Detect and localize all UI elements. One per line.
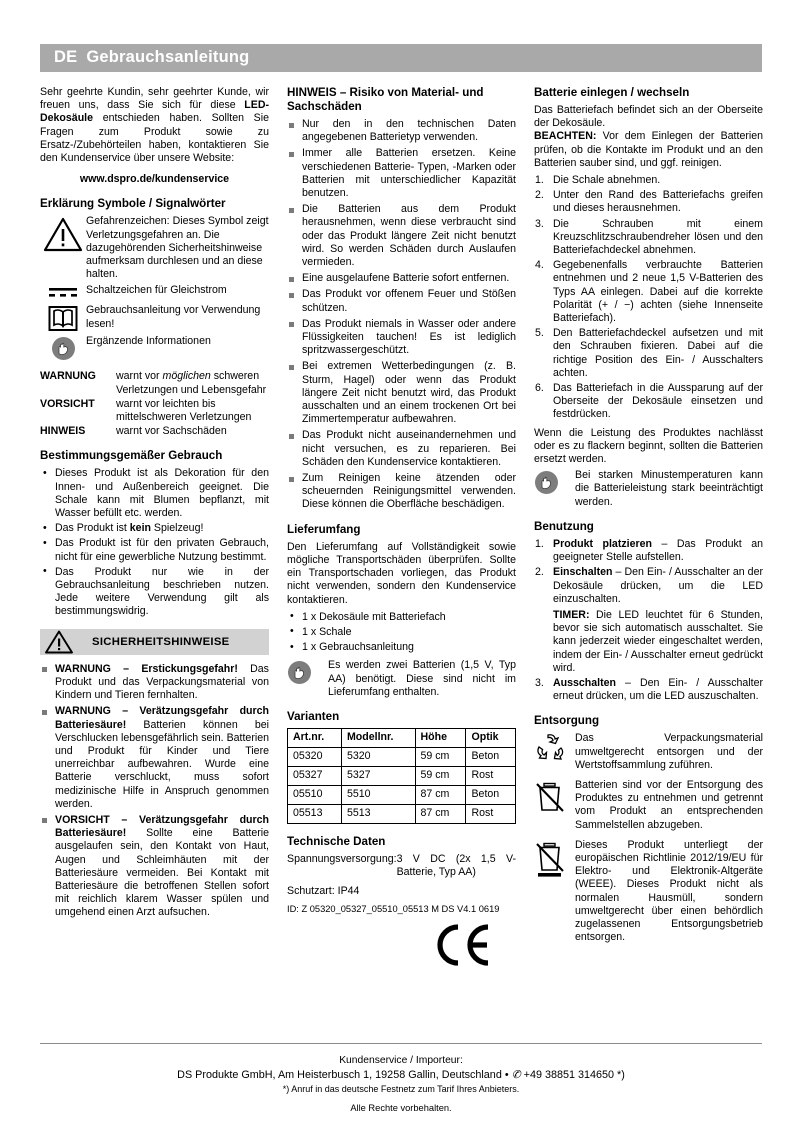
cell-modellnr: 5510 — [341, 785, 415, 804]
battery-intro: Das Batteriefach befindet sich an der Oberseite der Dekosäule. — [534, 104, 763, 130]
page-footer — [40, 1043, 762, 1116]
table-row — [288, 747, 516, 766]
battery-required-note-text: Es werden zwei Batterien (1,5 V, Typ AA) benötigt. Diese sind nicht im Lieferumfang enthalten. — [328, 659, 516, 698]
page-header-bar — [40, 44, 762, 72]
info-hand-icon — [287, 659, 328, 688]
signal-word-hinweis-desc: warnt vor Sachschäden — [116, 425, 227, 438]
signal-word-warnung-desc: warnt vor möglichen schweren Verletzungen und Lebensgefahr — [116, 370, 267, 396]
battery-steps-list — [534, 174, 763, 422]
list-item: Produkt platzieren – Das Produkt an geeigneter Stelle aufstellen. — [553, 537, 764, 564]
list-item: • Das Produkt ist kein Spielzeug! — [40, 522, 269, 535]
cell-artnr: 05320 — [288, 747, 342, 766]
list-item: Das Produkt vor offenem Feuer und Stößen schützen. — [287, 288, 516, 314]
signal-word-row — [40, 425, 269, 438]
symbol-row-info — [40, 335, 269, 361]
intro-text-2: entschieden haben. Sollten Sie Fragen zum Produkt sowie zu Ersatz-/Zubehörteilen haben, kontaktieren Sie den Kundenservice über unsere Website: — [40, 112, 269, 165]
list-item: • 1 x Schale — [287, 626, 516, 639]
list-item: WARNUNG – Erstickungsgefahr! Das Produkt und das Verpackungsmaterial von Kindern und Tieren fernhalten. — [40, 663, 269, 703]
disposal-row-weee — [534, 839, 763, 945]
usage-steps-list — [534, 538, 763, 703]
list-item: Immer alle Batterien ersetzen. Keine verschiedenen Batterie- Typen, -Marken oder Batterien mit unterschiedlicher Kapazität benutzen. — [287, 147, 516, 200]
table-header-row — [288, 728, 516, 747]
signal-word-hinweis: HINWEIS — [40, 425, 86, 438]
cell-hoehe: 59 cm — [415, 766, 466, 785]
intended-use-list — [40, 467, 269, 618]
battery-attention: BEACHTEN: Vor dem Einlegen der Batterien prüfen, ob die Kontakte im Produkt und an den Batterien sauber sind, und ggf. reinigen. — [534, 130, 763, 169]
list-item: Die Schrauben mit einem Kreuzschlitzschraubendreher lösen und den Batteriefachdeckel abnehmen. — [553, 217, 763, 257]
safety-banner — [40, 629, 269, 655]
signal-word-row — [40, 398, 269, 424]
cell-hoehe: 59 cm — [415, 747, 466, 766]
disposal-text-weee: Dieses Produkt unterliegt der europäischen Richtlinie 2012/19/EU für Elektro- und Elektronik-Altgeräte (WEEE). Dieses Produkt nicht als normalen Hausmüll, sondern umweltgerecht über einen behördlich zugelassenen Entsorgungsbetrieb entsorgen. — [575, 838, 763, 944]
cell-hoehe: 87 cm — [415, 804, 466, 823]
left-column — [40, 86, 269, 928]
list-item: Ausschalten – Den Ein- / Ausschalter erneut drücken, um die LED auszuschalten. — [553, 676, 763, 703]
variants-table — [287, 728, 516, 824]
battery-required-note — [287, 659, 516, 699]
usage-timer-note: TIMER: Die LED leuchtet für 6 Stunden, bevor sie sich automatisch ausschaltet. Sie kann jederzeit wieder eingeschaltet werden, indem der Ein- / Ausschalter erneut gedrückt wird. — [553, 608, 763, 674]
signal-word-vorsicht-desc: warnt vor leichten bis mittelschweren Verletzungen — [116, 397, 252, 424]
usage-heading: Benutzung — [534, 519, 594, 533]
battery-cold-note — [534, 469, 763, 509]
footer-service-label: Kundenservice / Importeur: — [339, 1055, 463, 1066]
list-item: • Dieses Produkt ist als Dekoration für den Innen- und Außenbereich geeignet. Die Schale kann mit Blumen bepflanzt, mit Wasser befüllt etc. werden. — [40, 467, 269, 520]
disposal-heading: Entsorgung — [534, 714, 600, 728]
website-link[interactable]: www.dspro.de/kundenservice — [79, 173, 230, 186]
list-item: Eine ausgelaufene Batterie sofort entfernen. — [287, 272, 516, 285]
table-row — [288, 766, 516, 785]
cell-modellnr: 5513 — [341, 804, 415, 823]
list-item: Unter den Rand des Batteriefachs greifen und dieses herausnehmen. — [553, 189, 763, 215]
weee-bin-icon — [534, 839, 575, 883]
symbol-row-danger — [40, 215, 269, 281]
disposal-text-batteries: Batterien sind vor der Entsorgung des Produktes zu entnehmen und getrennt vom Produkt an entsprechenden Sammelstellen abzugeben. — [575, 778, 763, 831]
safety-banner-label: SICHERHEITSHINWEISE — [92, 635, 230, 648]
list-item: Gegebenenfalls verbrauchte Batterien entnehmen und 2 neue 1,5 V-Batterien des Typs AA einlegen. Dabei auf die korrekte Polarität (+ / −) achten (siehe Innenseite Batteriefach). — [553, 259, 763, 325]
variants-heading: Varianten — [287, 709, 340, 723]
table-row — [288, 785, 516, 804]
disposal-text-packaging: Das Verpackungsmaterial umweltgerecht entsorgen und der Wertstoffsammlung zuführen. — [575, 732, 763, 771]
battery-heading: Batterie einlegen / wechseln — [534, 86, 690, 99]
tech-voltage-row — [287, 853, 516, 880]
cell-optik: Beton — [466, 785, 516, 804]
symbol-text-danger: Gefahrenzeichen: Dieses Symbol zeigt Verletzungsgefahren an. Die dazugehörenden Sicherheitshinweise aufmerksam durchlesen und an diese halten. — [86, 215, 269, 281]
cell-optik: Beton — [466, 747, 516, 766]
tech-protection: Schutzart: IP44 — [287, 884, 360, 897]
symbol-text-info: Ergänzende Informationen — [86, 335, 211, 348]
list-item: Die Batterien aus dem Produkt herausnehmen, wenn diese verbraucht sind oder das Produkt längere Zeit nicht benutzt wird. So werden Schäden durch Auslaufen vermieden. — [287, 203, 516, 269]
read-manual-icon — [40, 304, 86, 332]
list-item: VORSICHT – Verätzungsgefahr durch Batteriesäure! Sollte eine Batterie ausgelaufen sein, den Kontakt von Haut, Augen und Schleimhäuten mit der Batteriesäure vermeiden. Bei Kontakt mit Batteriesäure die betroffenen Stellen sofort mit reichlich klarem Wasser spülen und umgehend einen Arzt aufsuchen. — [40, 814, 269, 920]
list-item: Den Batteriefachdeckel aufsetzen und mit den Schrauben fixieren. Dabei auf die richtige Position des Ein- / Ausschalters achten. — [553, 327, 763, 379]
cell-artnr: 05510 — [288, 785, 342, 804]
battery-cold-note-text: Bei starken Minustemperaturen kann die Batterieleistung stark beeinträchtigt werden. — [575, 469, 763, 508]
col-header-modellnr: Modellnr. — [341, 728, 415, 747]
list-item: Bei extremen Wetterbedingungen (z. B. Sturm, Hagel) oder wenn das Produkt längere Zeit nicht benutzt wird, das Produkt ausschalten und an einem trockenen Ort bei Zimmertemperatur aufbewahren. — [287, 360, 516, 426]
signal-word-warnung: WARNUNG — [40, 370, 96, 383]
footer-divider — [40, 1043, 762, 1044]
recycling-packaging-icon — [534, 732, 575, 766]
list-item: WARNUNG – Verätzungsgefahr durch Batteriesäure! Batterien können bei Verschlucken lebensgefährlich sein. Batterien und Produkt für Kinder und Tiere unerreichbar aufbewahren. Wurde eine Batterie verschluckt, muss sofort medizinische Hilfe in Anspruch genommen werden. — [40, 705, 269, 811]
safety-items-list — [40, 663, 269, 920]
three-column-body — [40, 86, 762, 970]
symbol-row-read-manual — [40, 304, 269, 332]
list-item: Zum Reinigen keine ätzenden oder scheuernden Reinigungsmittel verwenden. Diese können die Oberfläche beschädigen. — [287, 472, 516, 512]
notice-heading: HINWEIS – Risiko von Material- und Sachschäden — [287, 86, 484, 113]
footer-address: DS Produkte GmbH, Am Heisterbusch 1, 19258 Gallin, Deutschland • — [177, 1069, 512, 1081]
page-title: Gebrauchsanleitung — [86, 48, 250, 66]
list-item: Das Produkt niemals in Wasser oder andere Flüssigkeiten tauchen! Es ist lediglich spritzwassergeschützt. — [287, 318, 516, 358]
symbols-heading: Erklärung Symbole / Signalwörter — [40, 197, 226, 211]
phone-icon: ✆ — [511, 1069, 524, 1081]
info-hand-icon — [534, 469, 575, 498]
footer-tariff-note: *) Anruf in das deutsche Festnetz zum Tarif Ihres Anbieters. — [282, 1084, 520, 1094]
col-header-hoehe: Höhe — [415, 728, 466, 747]
signal-word-row — [40, 370, 269, 396]
signal-word-vorsicht: VORSICHT — [40, 397, 95, 410]
intended-use-heading: Bestimmungsgemäßer Gebrauch — [40, 449, 223, 463]
list-item: • Das Produkt nur wie in der Gebrauchsanleitung beschrieben nutzen. Jede weitere Verwendung gilt als bestimmungswidrig. — [40, 566, 269, 619]
scope-heading: Lieferumfang — [287, 522, 361, 536]
list-item: Einschalten – Den Ein- / Ausschalter an der Dekosäule drücken, um die LED einzuschalten. TIMER: Die LED leuchtet für 6 Stunden, bevor sie sich automatisch ausschaltet. Sie kann jederzeit wieder eingeschaltet werden, indem der Ein- / Ausschalter erneut gedrückt wird. — [553, 566, 763, 674]
cell-hoehe: 87 cm — [415, 785, 466, 804]
list-item: • Das Produkt ist für den privaten Gebrauch, nicht für eine gewerbliche Nutzung bestimmt. — [40, 537, 269, 563]
intro-text-1: Sehr geehrte Kundin, sehr geehrter Kunde, wir freuen uns, dass Sie sich für diese — [40, 86, 269, 112]
cell-artnr: 05327 — [288, 766, 342, 785]
scope-intro: Den Lieferumfang auf Vollständigkeit sowie mögliche Transportschäden überprüfen. Sollte ein Transportschaden vorliegen, das Produkt nicht verwenden, sondern den Kundenservice kontaktieren. — [287, 540, 516, 606]
list-item: • 1 x Dekosäule mit Batteriefach — [287, 611, 516, 624]
col-header-artnr: Art.nr. — [288, 728, 342, 747]
symbol-row-dc — [40, 284, 269, 301]
cell-modellnr: 5327 — [341, 766, 415, 785]
disposal-row-packaging — [534, 732, 763, 772]
crossed-bin-battery-icon — [534, 779, 575, 817]
cell-optik: Rost — [466, 804, 516, 823]
language-code: DE — [54, 48, 78, 66]
ce-mark-icon — [287, 923, 516, 970]
list-item: Das Produkt nicht auseinandernehmen und nicht versuchen, es zu reparieren. Bei Schäden den Kundenservice kontaktieren. — [287, 429, 516, 469]
info-hand-icon — [40, 335, 86, 361]
footer-company-line — [40, 1068, 762, 1083]
intro-product-name: LED-Dekosäule — [40, 99, 269, 125]
table-row — [288, 804, 516, 823]
cell-modellnr: 5320 — [341, 747, 415, 766]
footer-rights: Alle Rechte vorbehalten. — [350, 1103, 452, 1113]
middle-column — [287, 86, 516, 970]
cell-artnr: 05513 — [288, 804, 342, 823]
tech-id: ID: Z 05320_05327_05510_05513 M DS V4.1 0619 — [287, 904, 500, 915]
warning-triangle-icon — [40, 215, 86, 252]
disposal-row-batteries — [534, 779, 763, 832]
tech-voltage-value: 3 V DC (2x 1,5 V-Batterie, Typ AA) — [396, 852, 516, 879]
tech-data-heading: Technische Daten — [287, 834, 386, 848]
scope-items-list — [287, 611, 516, 655]
direct-current-icon — [40, 284, 86, 301]
right-column — [534, 86, 763, 951]
symbol-text-read-manual: Gebrauchsanleitung vor Verwendung lesen! — [86, 304, 261, 330]
footer-phone: +49 38851 314650 *) — [523, 1069, 625, 1081]
signal-words-list — [40, 370, 269, 438]
col-header-optik: Optik — [466, 728, 516, 747]
list-item: • 1 x Gebrauchsanleitung — [287, 641, 516, 654]
symbol-text-dc: Schaltzeichen für Gleichstrom — [86, 284, 227, 297]
tech-voltage-label: Spannungsversorgung: — [287, 852, 397, 865]
notice-items-list — [287, 118, 516, 512]
list-item: Nur den in den technischen Daten angegebenen Batterietyp verwenden. — [287, 118, 516, 144]
cell-optik: Rost — [466, 766, 516, 785]
battery-outro: Wenn die Leistung des Produktes nachlässt oder es zu flackern beginnt, sollten die Batterien ersetzt werden. — [534, 426, 763, 466]
list-item: Die Schale abnehmen. — [553, 174, 661, 187]
warning-triangle-icon — [44, 629, 74, 655]
intro-paragraph — [40, 86, 269, 165]
list-item: Das Batteriefach in die Aussparung auf der Oberseite der Dekosäule einsetzen und festdrücken. — [553, 382, 763, 421]
